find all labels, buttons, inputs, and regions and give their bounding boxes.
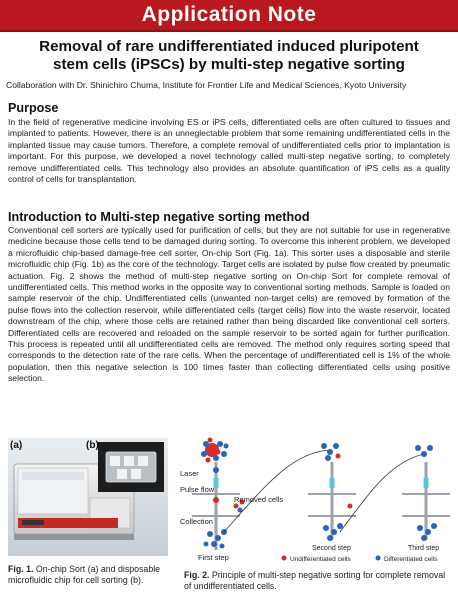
label-pulse-flow: Pulse flow bbox=[180, 485, 215, 494]
multi-step-sorting-diagram bbox=[180, 432, 456, 564]
figure-1-caption-label: Fig. 1. bbox=[8, 564, 34, 574]
legend-differentiated: Differentiated cells bbox=[384, 556, 438, 563]
label-laser: Laser bbox=[180, 469, 199, 478]
purpose-body: In the field of regenerative medicine involving ES or iPS cells, differentiated cells are often cultured to tissues and implanted to patients. However, there is an unneglectable problem that some remaining undifferentiated cells in the implanted tissue may cause tumors. Therefore, a complete removal of undifferentiated cells prior to implantation is important. For this purpose, we developed a novel technology called multi-step negative sorting, to completely remove undifferentiated cells. This technology also provides an absolute quantification of iPS cells as a quality control of cells for transplantation. bbox=[8, 117, 450, 185]
legend-undifferentiated-marker bbox=[282, 556, 287, 561]
label-third-step: Third step bbox=[408, 545, 440, 552]
purpose-heading: Purpose bbox=[8, 101, 59, 115]
figure-1-photo bbox=[8, 438, 168, 556]
label-collection: Collection bbox=[180, 517, 213, 526]
second-step-chip bbox=[308, 443, 356, 541]
figure-2-caption-text: Principle of multi-step negative sorting for complete removal of undifferentiated cells. bbox=[184, 570, 446, 591]
header-banner bbox=[0, 0, 458, 32]
label-removed-cells: Removed cells bbox=[234, 495, 284, 504]
figure-2-caption bbox=[184, 570, 454, 592]
introduction-heading: Introduction to Multi-step negative sorting method bbox=[8, 210, 310, 224]
collaboration-note: Collaboration with Dr. Shinichiro Chuma, Institute for Frontier Life and Medical Sciences, Kyoto University bbox=[6, 80, 407, 90]
title-line-2: stem cells (iPSCs) by multi-step negative sorting bbox=[53, 56, 405, 73]
legend-undifferentiated: Undifferentiated cells bbox=[290, 556, 351, 563]
figure-1-caption bbox=[8, 564, 170, 586]
label-first-step: First step bbox=[198, 553, 229, 562]
document-title bbox=[8, 38, 450, 74]
figure-1a-label: (a) bbox=[10, 440, 23, 451]
label-second-step: Second step bbox=[312, 545, 351, 552]
title-line-1: Removal of rare undifferentiated induced pluripotent bbox=[39, 38, 419, 55]
banner-title: Application Note bbox=[141, 3, 317, 26]
figure-2-diagram bbox=[180, 432, 456, 564]
figure-1b-label: (b) bbox=[86, 440, 99, 451]
figure-2-caption-label: Fig. 2. bbox=[184, 570, 210, 580]
legend-differentiated-marker bbox=[376, 556, 381, 561]
introduction-body: Conventional cell sorters are typically used for purification of cells, but they are not suitable for use in regenerative medicine because those cells tend to be damaged during sorting. To overcome this inherent problem, we developed a microfluidic chip-based damage-free cell sorter, On-chip Sort (Fig. 1a). This sorter uses a disposable and sterile microfluidic chip (Fig. 1b) as the core of the technology. Target cells are isolated by pulse flow created by pneumatic actuation. Fig. 2 shows the method of multi-step negative sorting on On-chip Sort for complete removal of undifferentiated cells. This method works in the opposite way to conventional sorting methods. Sample is loaded on sample reservoir of the chip. Undifferentiated cells (unwanted non-target cells) are removed by formation of the pulse flows into the collection reservoir, while differentiated cells (target cells) flow into the waste reservoir, located downstream of the chip, where those cells are retained rather than being discarded like conventional cell sorters. Differentiated cells are recovered and reloaded on the sample reservoir to be sorted again for further purification. This process is repeated until all undifferentiated cells are removed. The method only requires sorting speed that corresponds to the detection rate of the rare cells. When the percentage of undifferentiated cell is 1% of the whole population, then this negative selection is 100 times faster than collecting differentiated cells using positive selection. bbox=[8, 225, 450, 384]
figure-1-caption-text: On-chip Sort (a) and disposable microfluidic chip for cell sorting (b). bbox=[8, 564, 161, 585]
on-chip-sort-device-image bbox=[8, 438, 168, 556]
